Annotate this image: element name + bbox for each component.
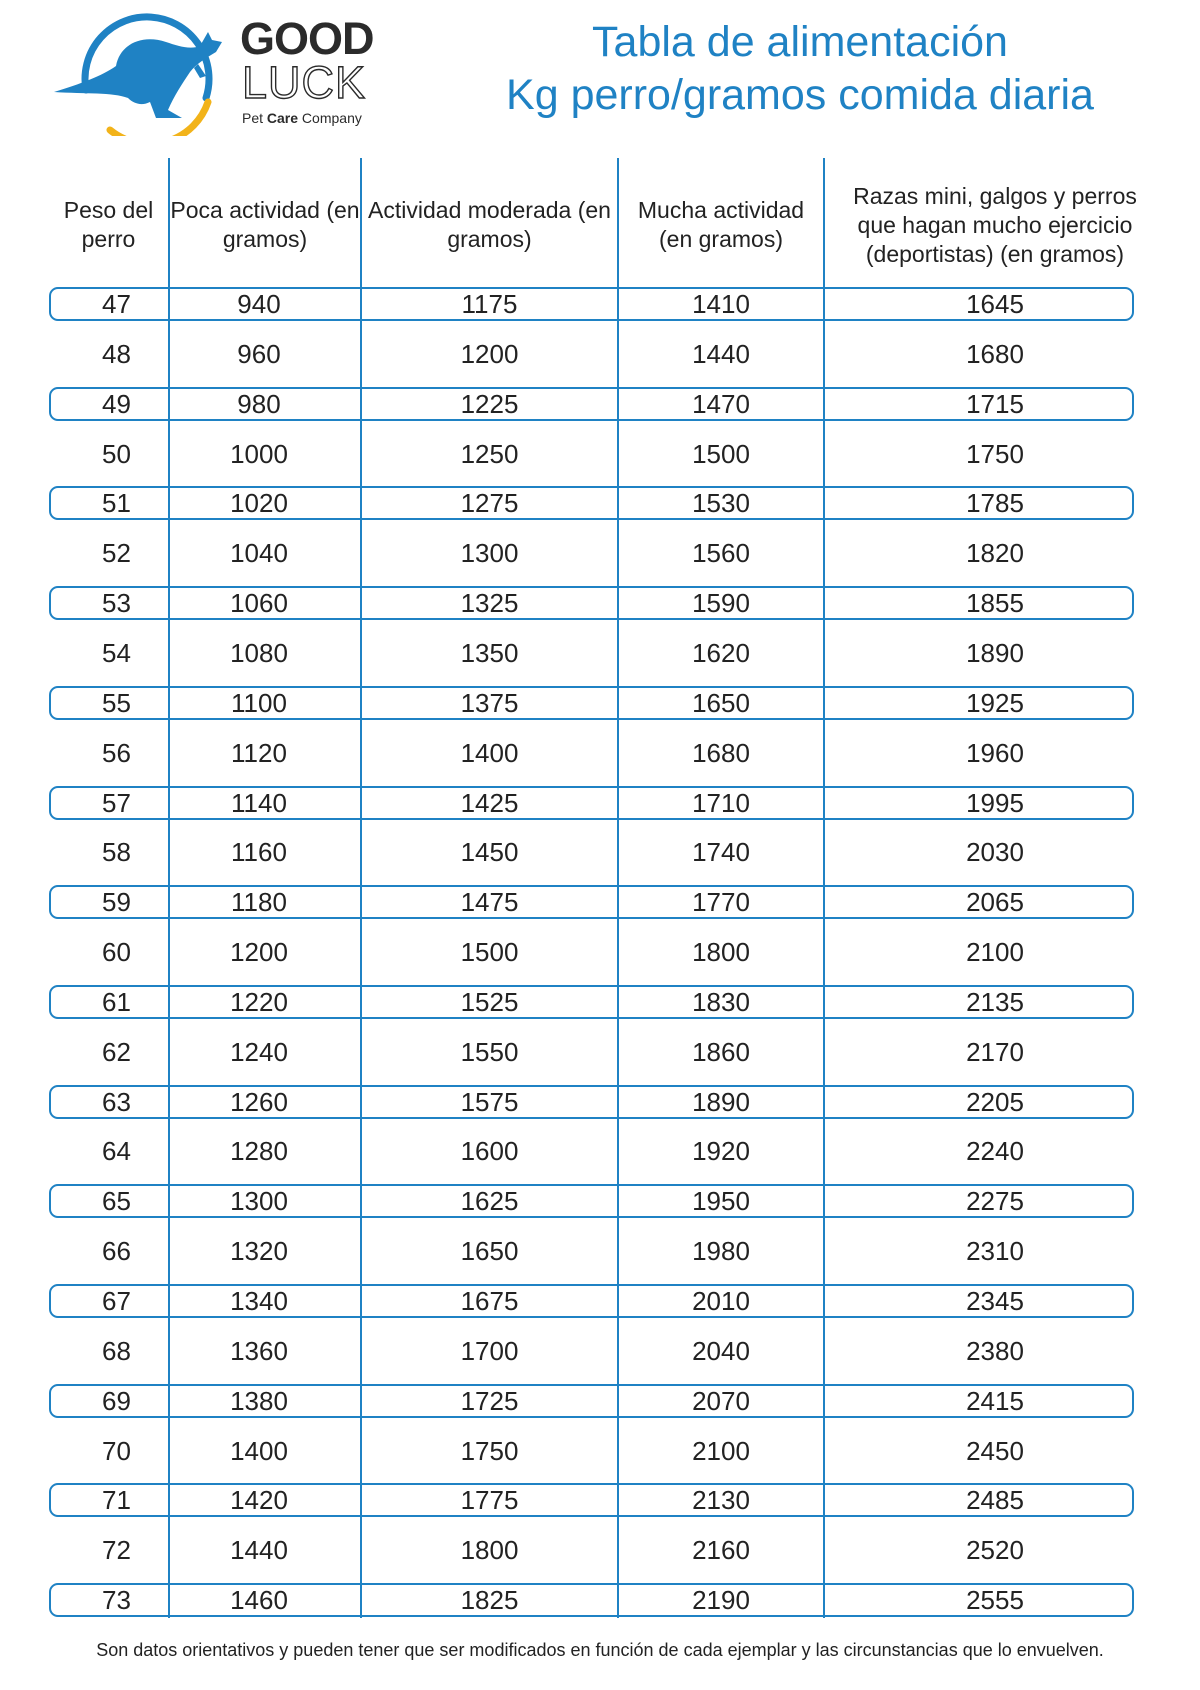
sport-breeds-cell: 1645 xyxy=(966,289,1024,319)
sport-breeds-cell: 2275 xyxy=(966,1186,1024,1217)
low-activity-cell: 1240 xyxy=(230,1036,288,1067)
weight-cell: 56 xyxy=(102,737,131,768)
low-activity-cell: 1140 xyxy=(231,787,287,818)
weight-cell: 52 xyxy=(102,538,131,569)
moderate-activity-cell: 1500 xyxy=(460,937,519,968)
high-activity-cell: 2010 xyxy=(692,1286,750,1316)
low-activity-cell: 1420 xyxy=(230,1485,288,1516)
sport-breeds-cell: 2205 xyxy=(966,1086,1024,1117)
weight-cell: 47 xyxy=(102,289,131,319)
low-activity-cell: 1160 xyxy=(231,837,287,868)
header-weight: Peso del perro xyxy=(63,197,154,252)
sport-breeds-cell: 1820 xyxy=(966,538,1024,569)
moderate-activity-cell: 1725 xyxy=(460,1385,519,1416)
sport-breeds-cell: 1855 xyxy=(966,588,1024,619)
brand-tagline: Pet Care Company xyxy=(242,110,362,126)
weight-cell: 72 xyxy=(102,1535,131,1566)
moderate-activity-cell: 1525 xyxy=(460,986,519,1017)
sport-breeds-cell: 1680 xyxy=(966,338,1024,369)
moderate-activity-cell: 1675 xyxy=(460,1286,519,1316)
high-activity-cell: 1410 xyxy=(692,289,750,319)
high-activity-cell: 2100 xyxy=(692,1435,750,1466)
brand-logo xyxy=(50,6,390,136)
sport-breeds-cell: 2240 xyxy=(966,1136,1024,1167)
moderate-activity-cell: 1750 xyxy=(460,1435,519,1466)
high-activity-cell: 1800 xyxy=(692,937,750,968)
moderate-activity-cell: 1650 xyxy=(460,1236,519,1267)
weight-cell: 59 xyxy=(102,887,131,918)
low-activity-cell: 1040 xyxy=(230,538,288,569)
page-title xyxy=(440,16,1160,122)
sport-breeds-cell: 1925 xyxy=(966,687,1024,718)
moderate-activity-cell: 1800 xyxy=(460,1535,519,1566)
page-title-line-1: Tabla de alimentación xyxy=(592,18,1008,66)
sport-breeds-cell: 2135 xyxy=(966,986,1024,1017)
sport-breeds-cell: 2380 xyxy=(966,1335,1024,1366)
sport-breeds-cell: 2450 xyxy=(966,1435,1024,1466)
low-activity-cell: 1460 xyxy=(230,1585,288,1616)
weight-cell: 48 xyxy=(102,338,131,369)
kangaroo-logo-icon xyxy=(50,6,240,136)
weight-cell: 63 xyxy=(102,1086,131,1117)
low-activity-cell: 1360 xyxy=(230,1335,288,1366)
brand-name-luck: LUCK xyxy=(242,57,367,108)
high-activity-cell: 1680 xyxy=(692,737,750,768)
sport-breeds-cell: 2415 xyxy=(966,1385,1024,1416)
low-activity-cell: 1120 xyxy=(231,737,287,768)
moderate-activity-cell: 1200 xyxy=(460,338,519,369)
moderate-activity-cell: 1425 xyxy=(460,787,519,818)
moderate-activity-cell: 1700 xyxy=(460,1335,519,1366)
high-activity-cell: 1590 xyxy=(692,588,750,619)
high-activity-cell: 1710 xyxy=(692,787,750,818)
weight-cell: 69 xyxy=(102,1385,131,1416)
low-activity-cell: 1060 xyxy=(230,588,288,619)
moderate-activity-cell: 1550 xyxy=(460,1036,519,1067)
low-activity-cell: 980 xyxy=(237,388,281,419)
moderate-activity-cell: 1375 xyxy=(460,687,519,718)
moderate-activity-cell: 1325 xyxy=(460,588,519,619)
low-activity-cell: 1200 xyxy=(230,937,288,968)
weight-cell: 50 xyxy=(102,438,131,469)
sport-breeds-cell: 2065 xyxy=(966,887,1024,918)
weight-cell: 73 xyxy=(102,1585,131,1616)
high-activity-cell: 2070 xyxy=(692,1385,750,1416)
weight-cell: 49 xyxy=(102,388,131,419)
header-moderate-activity: Actividad moderada (en gramos) xyxy=(368,197,611,252)
low-activity-cell: 1280 xyxy=(230,1136,288,1167)
high-activity-cell: 1650 xyxy=(692,687,750,718)
weight-cell: 62 xyxy=(102,1036,131,1067)
moderate-activity-cell: 1600 xyxy=(460,1136,519,1167)
sport-breeds-cell: 2485 xyxy=(966,1485,1024,1516)
low-activity-cell: 1080 xyxy=(230,637,288,668)
high-activity-cell: 1620 xyxy=(692,637,750,668)
weight-cell: 60 xyxy=(102,937,131,968)
moderate-activity-cell: 1225 xyxy=(460,388,519,419)
high-activity-cell: 1830 xyxy=(692,986,750,1017)
high-activity-cell: 1500 xyxy=(692,438,750,469)
high-activity-cell: 1560 xyxy=(692,538,750,569)
high-activity-cell: 1530 xyxy=(692,488,750,519)
low-activity-cell: 1400 xyxy=(230,1435,288,1466)
sport-breeds-cell: 1995 xyxy=(966,787,1024,818)
sport-breeds-cell: 2170 xyxy=(966,1036,1024,1067)
high-activity-cell: 1440 xyxy=(692,338,750,369)
low-activity-cell: 1220 xyxy=(230,986,288,1017)
sport-breeds-cell: 1750 xyxy=(966,438,1024,469)
low-activity-cell: 1320 xyxy=(230,1236,288,1267)
sport-breeds-cell: 1890 xyxy=(966,637,1024,668)
weight-cell: 57 xyxy=(102,787,131,818)
moderate-activity-cell: 1450 xyxy=(460,837,519,868)
moderate-activity-cell: 1400 xyxy=(460,737,519,768)
weight-cell: 70 xyxy=(102,1435,131,1466)
header-sport-breeds: Razas mini, galgos y perros que hagan mucho ejercicio (deportistas) (en gramos) xyxy=(853,182,1137,267)
high-activity-cell: 2130 xyxy=(692,1485,750,1516)
moderate-activity-cell: 1250 xyxy=(460,438,519,469)
low-activity-cell: 1020 xyxy=(230,488,288,519)
moderate-activity-cell: 1350 xyxy=(460,637,519,668)
weight-cell: 54 xyxy=(102,637,131,668)
sport-breeds-cell: 1715 xyxy=(966,388,1024,419)
high-activity-cell: 1920 xyxy=(692,1136,750,1167)
low-activity-cell: 1300 xyxy=(230,1186,288,1217)
moderate-activity-cell: 1300 xyxy=(460,538,519,569)
sport-breeds-cell: 2520 xyxy=(966,1535,1024,1566)
moderate-activity-cell: 1625 xyxy=(460,1186,519,1217)
weight-cell: 53 xyxy=(102,588,131,619)
weight-cell: 68 xyxy=(102,1335,131,1366)
moderate-activity-cell: 1475 xyxy=(460,887,519,918)
weight-cell: 58 xyxy=(102,837,131,868)
moderate-activity-cell: 1175 xyxy=(461,289,518,319)
moderate-activity-cell: 1275 xyxy=(460,488,519,519)
weight-cell: 51 xyxy=(102,488,131,519)
high-activity-cell: 1980 xyxy=(692,1236,750,1267)
high-activity-cell: 2040 xyxy=(692,1335,750,1366)
weight-cell: 61 xyxy=(102,986,131,1017)
moderate-activity-cell: 1775 xyxy=(460,1485,519,1516)
high-activity-cell: 1470 xyxy=(692,388,750,419)
low-activity-cell: 1440 xyxy=(230,1535,288,1566)
low-activity-cell: 940 xyxy=(237,289,281,319)
footnote: Son datos orientativos y pueden tener que ser modificados en función de cada ejemplar y las circunstancias que lo envuelven. xyxy=(96,1640,1104,1660)
high-activity-cell: 1740 xyxy=(692,837,750,868)
weight-cell: 65 xyxy=(102,1186,131,1217)
sport-breeds-cell: 1960 xyxy=(966,737,1024,768)
header-low-activity: Poca actividad (en gramos) xyxy=(170,197,360,252)
high-activity-cell: 1770 xyxy=(692,887,750,918)
brand-name-good: GOOD xyxy=(240,13,374,64)
weight-cell: 67 xyxy=(102,1286,131,1316)
high-activity-cell: 2160 xyxy=(692,1535,750,1566)
page-title-line-2: Kg perro/gramos comida diaria xyxy=(506,71,1094,119)
weight-cell: 55 xyxy=(102,687,131,718)
sport-breeds-cell: 2555 xyxy=(966,1585,1024,1616)
weight-cell: 64 xyxy=(102,1136,131,1167)
low-activity-cell: 1100 xyxy=(231,687,287,718)
header-high-activity: Mucha actividad (en gramos) xyxy=(637,197,805,252)
low-activity-cell: 1380 xyxy=(230,1385,288,1416)
low-activity-cell: 1180 xyxy=(231,887,287,918)
sport-breeds-cell: 2310 xyxy=(966,1236,1024,1267)
low-activity-cell: 960 xyxy=(237,338,281,369)
sport-breeds-cell: 2100 xyxy=(966,937,1024,968)
moderate-activity-cell: 1825 xyxy=(460,1585,519,1616)
high-activity-cell: 1950 xyxy=(692,1186,750,1217)
low-activity-cell: 1000 xyxy=(230,438,288,469)
low-activity-cell: 1260 xyxy=(230,1086,288,1117)
high-activity-cell: 1890 xyxy=(692,1086,750,1117)
sport-breeds-cell: 2345 xyxy=(966,1286,1024,1316)
low-activity-cell: 1340 xyxy=(230,1286,288,1316)
weight-cell: 66 xyxy=(102,1236,131,1267)
sport-breeds-cell: 2030 xyxy=(966,837,1024,868)
high-activity-cell: 1860 xyxy=(692,1036,750,1067)
high-activity-cell: 2190 xyxy=(692,1585,750,1616)
moderate-activity-cell: 1575 xyxy=(460,1086,519,1117)
weight-cell: 71 xyxy=(102,1485,131,1516)
sport-breeds-cell: 1785 xyxy=(966,488,1024,519)
